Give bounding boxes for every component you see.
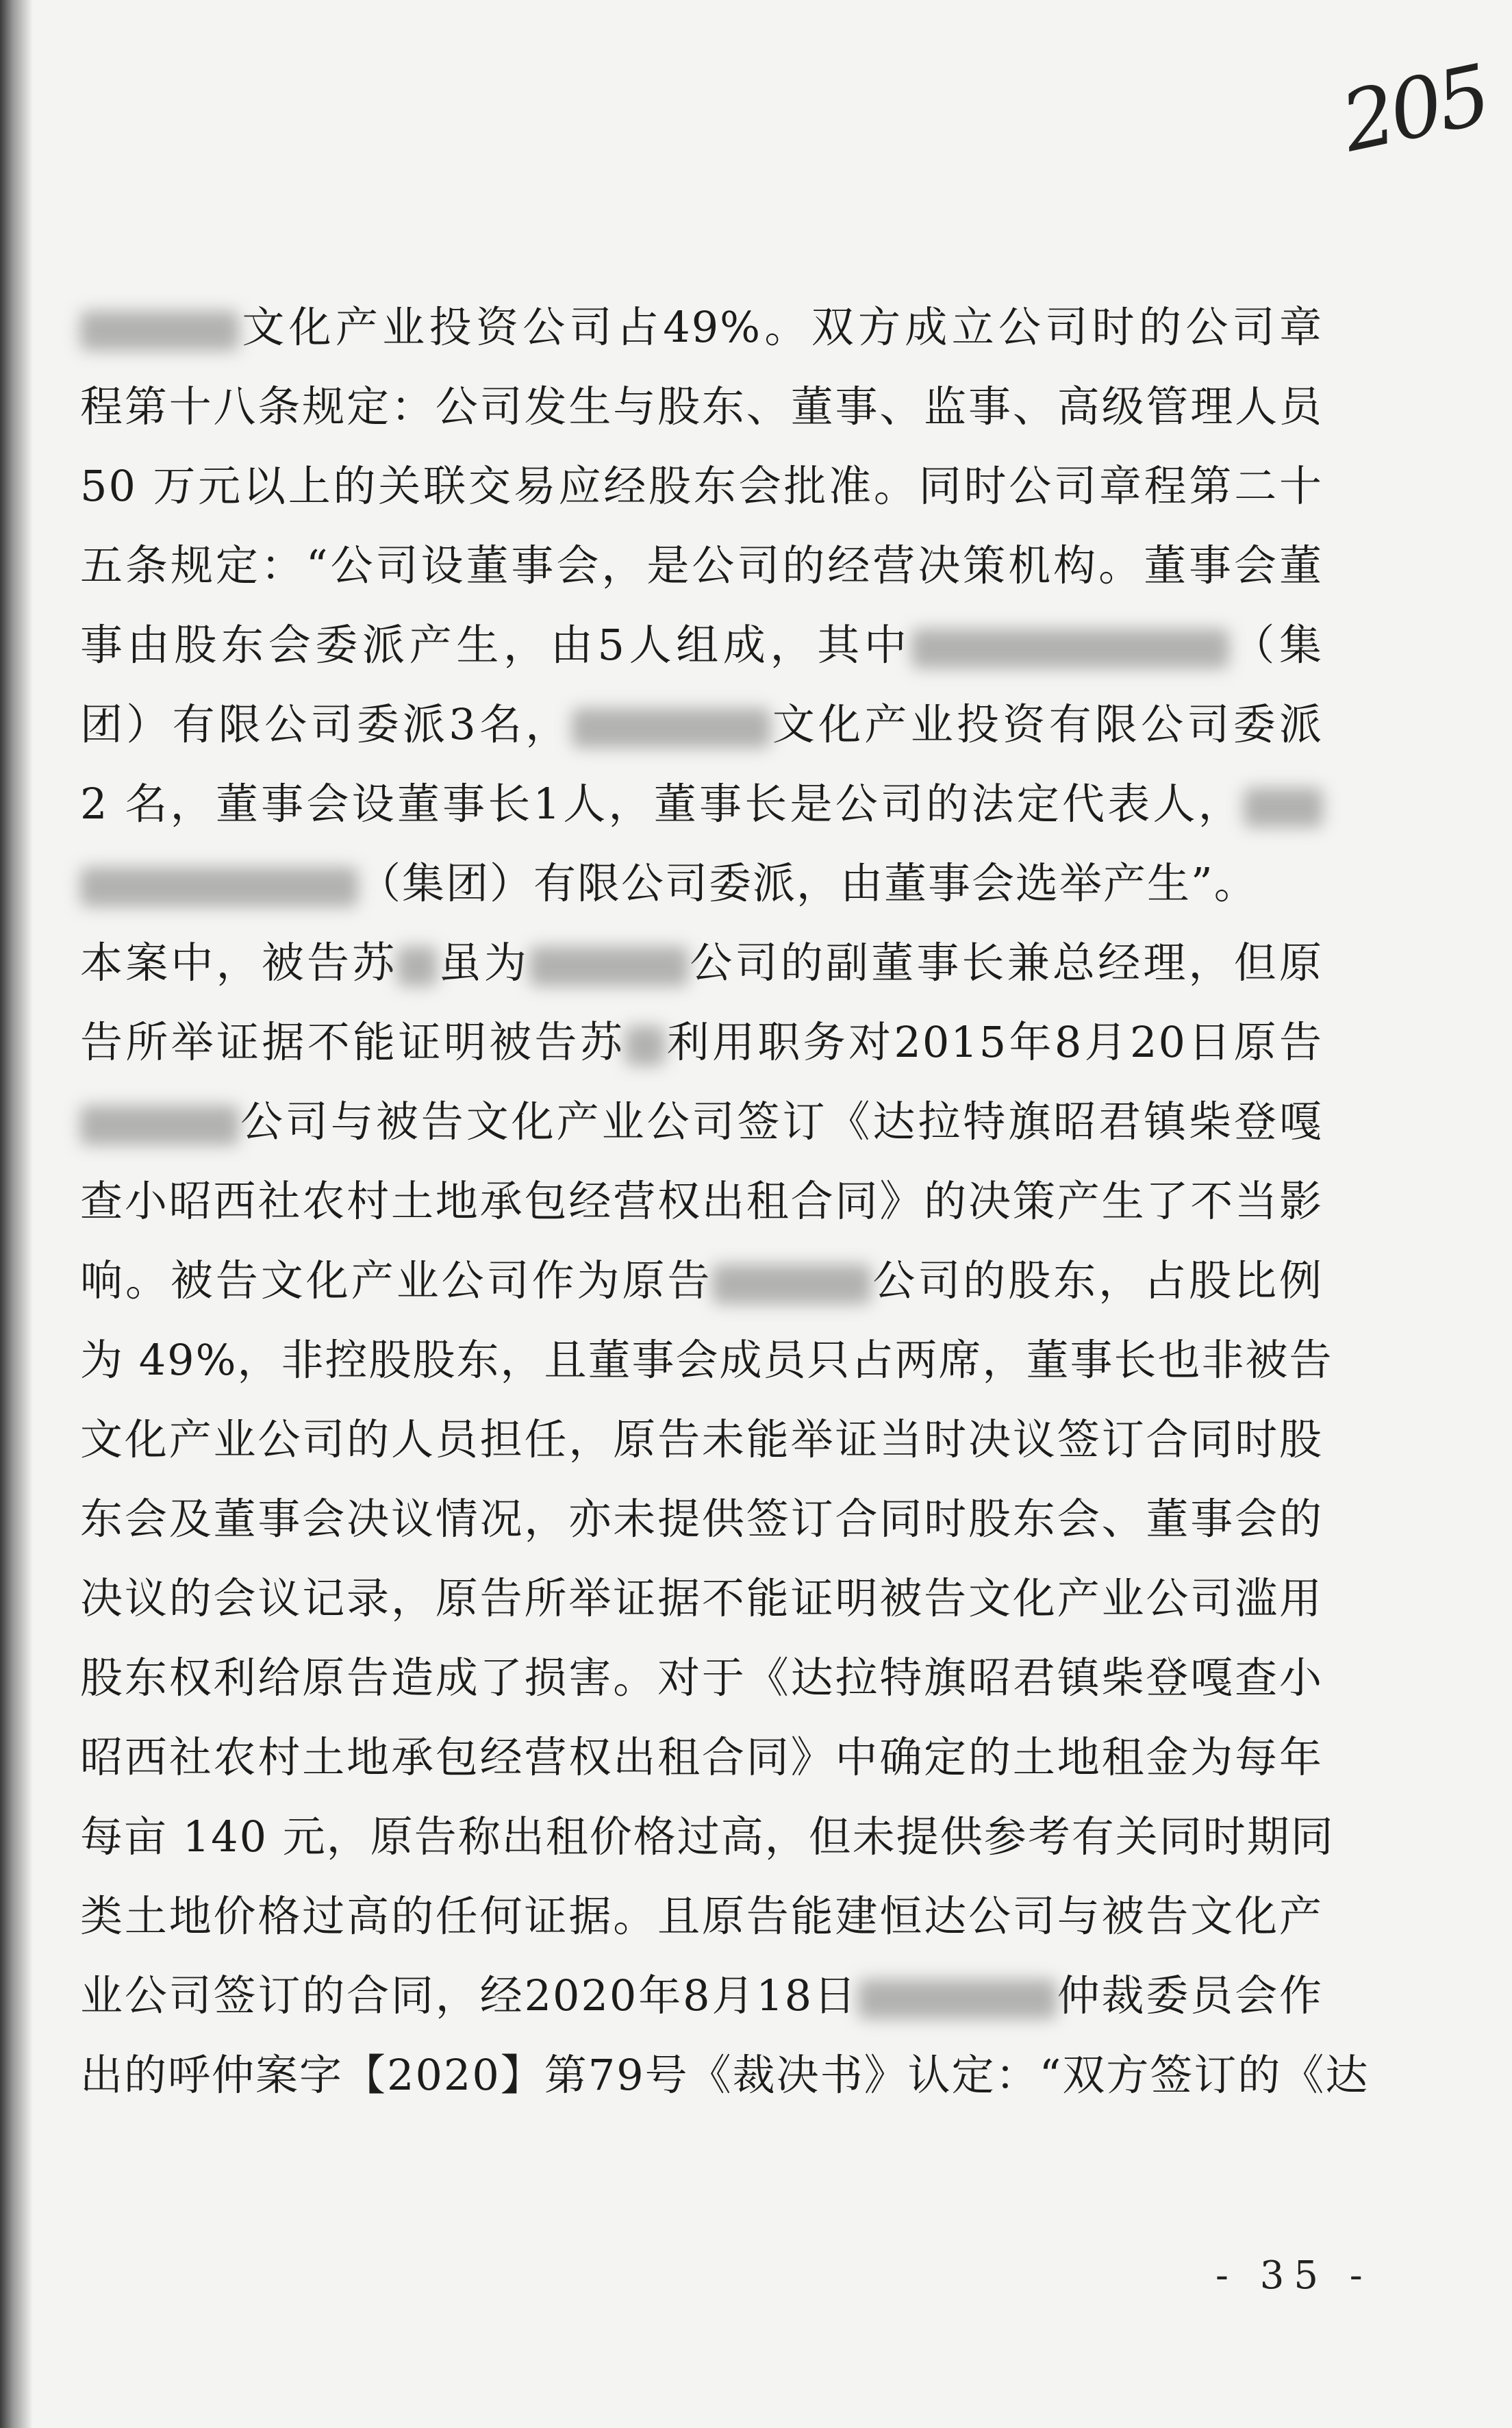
text-segment: （集 (1228, 620, 1323, 670)
text-segment: 团）有限公司委派3名， (80, 699, 572, 749)
text-line (80, 1730, 1323, 1785)
text-segment: 查小昭西社农村土地承包经营权出租合同》的决策产生了不当影 (80, 1176, 1323, 1226)
text-line (80, 1174, 1323, 1229)
text-line (80, 1253, 1323, 1308)
redacted-text (572, 708, 770, 748)
redacted-text (80, 1105, 239, 1145)
text-segment: 公司的副董事长兼总经理，但原 (688, 938, 1323, 988)
text-segment: 文化产业公司的人员担任，原告未能举证当时决议签订合同时股 (80, 1414, 1323, 1464)
text-line (80, 2048, 1370, 2103)
text-segment: 业公司签订的合同，经2020年8月18日 (80, 1970, 858, 2020)
text-segment: 东会及董事会决议情况，亦未提供签订合同时股东会、董事会的 (80, 1494, 1323, 1544)
text-line (80, 1333, 1333, 1388)
text-line (80, 936, 1323, 990)
text-line (80, 1492, 1323, 1547)
text-segment: 五条规定：“公司设董事会，是公司的经营决策机构。董事会董 (80, 540, 1323, 590)
redacted-text (1244, 788, 1323, 827)
text-line (80, 856, 1323, 911)
text-segment: 50 万元以上的关联交易应经股东会批准。同时公司章程第二十 (80, 461, 1323, 511)
text-line (80, 300, 1323, 355)
text-segment: 本案中，被告苏 (80, 938, 398, 988)
redacted-text (80, 867, 358, 907)
redacted-text (80, 311, 239, 351)
text-segment: 为 49%，非控股股东，且董事会成员只占两席，董事长也非被告 (80, 1335, 1333, 1385)
text-line (80, 379, 1323, 434)
handwritten-page-number: 205 (1333, 47, 1496, 171)
text-segment: 决议的会议记录，原告所举证据不能证明被告文化产业公司滥用 (80, 1573, 1323, 1623)
text-line (80, 459, 1323, 514)
redacted-text (397, 947, 437, 986)
text-segment: 出的呼仲案字【2020】第79号《裁决书》认定：“双方签订的《达 (80, 2050, 1370, 2100)
redacted-text (712, 1264, 871, 1304)
redacted-text (858, 1979, 1057, 2019)
text-line (80, 1889, 1323, 1944)
text-line (80, 1412, 1323, 1467)
text-line (80, 1810, 1335, 1864)
text-line (80, 1968, 1323, 2023)
text-segment: 虽为 (437, 938, 530, 988)
redacted-text (911, 629, 1229, 668)
text-segment: 2 名，董事会设董事长1人，董事长是公司的法定代表人， (80, 779, 1244, 829)
text-segment: 类土地价格过高的任何证据。且原告能建恒达公司与被告文化产 (80, 1891, 1323, 1941)
text-line (80, 697, 1323, 752)
text-segment: （集团）有限公司委派，由董事会选举产生”。 (358, 858, 1258, 908)
page-number: - 35 - (1215, 2253, 1372, 2298)
text-segment: 昭西社农村土地承包经营权出租合同》中确定的土地租金为每年 (80, 1732, 1323, 1782)
text-line (80, 777, 1323, 831)
text-segment: 响。被告文化产业公司作为原告 (80, 1255, 713, 1305)
scan-edge-shadow (0, 0, 33, 2428)
text-line (80, 1651, 1323, 1705)
text-segment: 事由股东会委派产生，由5人组成，其中 (80, 620, 911, 670)
text-segment: 文化产业投资公司占49%。双方成立公司时的公司章 (239, 302, 1323, 352)
text-segment: 公司的股东，占股比例 (871, 1255, 1323, 1305)
text-segment: 告所举证据不能证明被告苏 (80, 1017, 626, 1067)
text-segment: 每亩 140 元，原告称出租价格过高，但未提供参考有关同时期同 (80, 1812, 1335, 1862)
text-segment: 股东权利给原告造成了损害。对于《达拉特旗昭君镇柴登嘎查小 (80, 1653, 1323, 1703)
text-segment: 利用职务对2015年8月20日原告 (665, 1017, 1323, 1067)
text-segment: 仲裁委员会作 (1056, 1970, 1323, 2020)
text-line (80, 618, 1323, 673)
text-segment: 文化产业投资有限公司委派 (770, 699, 1323, 749)
text-line (80, 538, 1323, 593)
text-segment: 程第十八条规定：公司发生与股东、董事、监事、高级管理人员 (80, 381, 1323, 431)
redacted-text (529, 947, 688, 986)
text-line (80, 1571, 1323, 1626)
text-line (80, 1015, 1323, 1070)
text-segment: 公司与被告文化产业公司签订《达拉特旗昭君镇柴登嘎 (239, 1097, 1323, 1147)
text-line (80, 1094, 1323, 1149)
redacted-text (625, 1026, 665, 1066)
